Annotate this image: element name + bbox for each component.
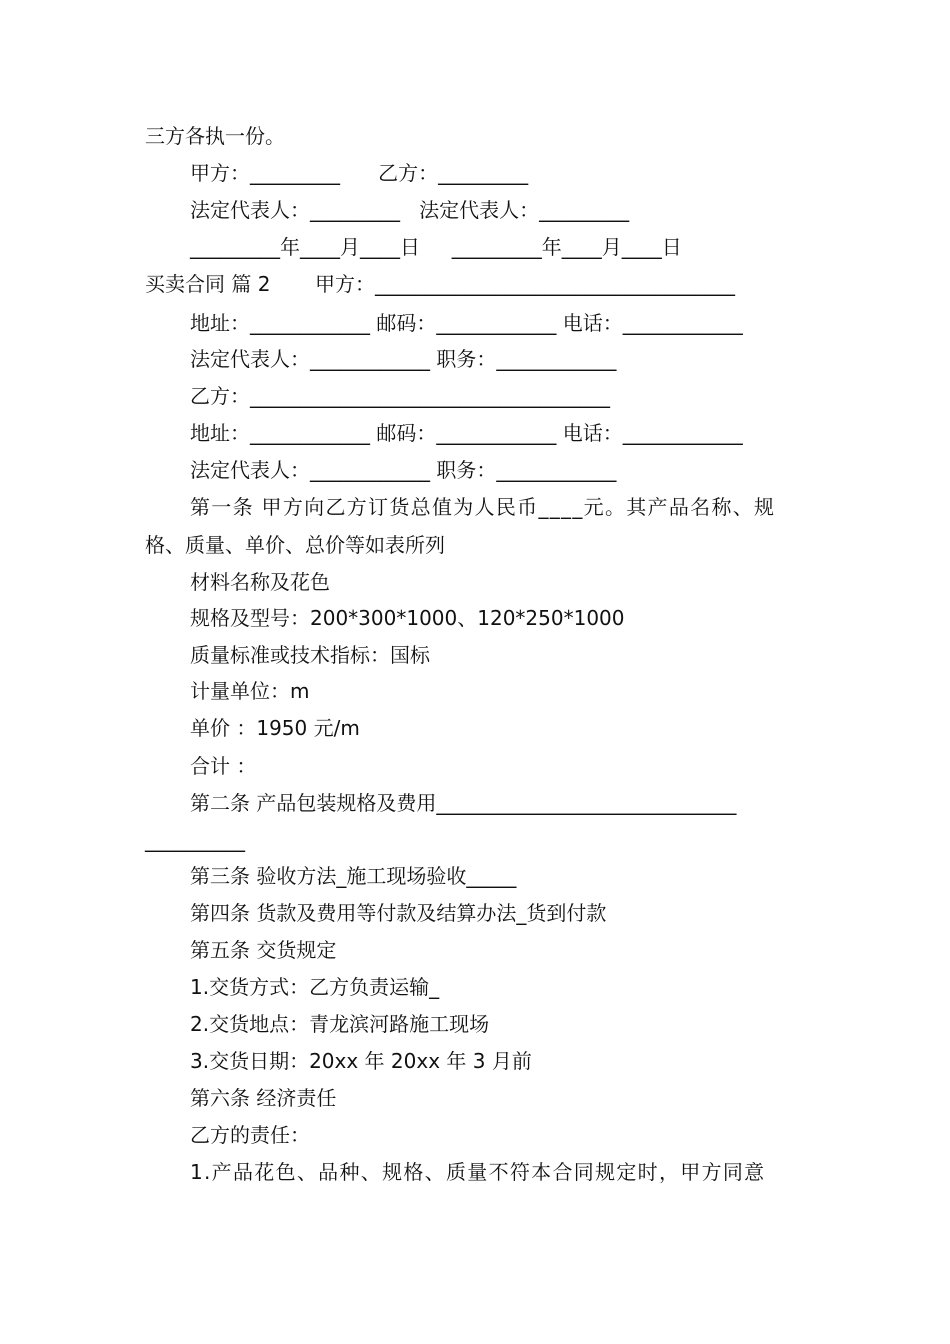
clause-1-line: 第一条 甲方向乙方订货总值为人民币____元。其产品名称、规 [190,495,776,519]
total-line: 合计 ： [190,754,257,778]
delivery-place-line: 2.交货地点：青龙滨河路施工现场 [190,1012,490,1036]
party-a-rep-line: 法定代表人：____________ 职务：____________ [190,347,617,371]
quality-standard-line: 质量标准或技术指标：国标 [190,643,430,667]
party-b-address-line: 地址：____________ 邮码：____________ 电话：____________ [190,421,743,445]
clause-1-continuation: 格、质量、单价、总价等如表所列 [145,533,445,557]
party-b-line: 乙方：____________________________________ [190,384,610,408]
spec-line: 规格及型号：200*300*1000、120*250*1000 [190,606,625,630]
section-heading-line: 买卖合同 篇 2 甲方：____________________________________ [145,272,735,296]
signature-date-line: _________年____月____日 _________年____月____日 [190,235,682,259]
clause-2-continuation: __________ [145,828,245,852]
party-a-address-line: 地址：____________ 邮码：____________ 电话：____________ [190,311,743,335]
clause-4-line: 第四条 货款及费用等付款及结算办法_货到付款 [190,901,607,925]
signature-rep-line: 法定代表人：_________ 法定代表人：_________ [190,198,630,222]
delivery-date-line: 3.交货日期：20xx 年 20xx 年 3 月前 [190,1049,532,1073]
liability-item-1-line: 1.产品花色、品种、规格、质量不符本合同规定时，甲方同意 [190,1160,766,1184]
clause-3-line: 第三条 验收方法_施工现场验收_____ [190,864,517,888]
text-line: 三方各执一份。 [145,124,285,148]
party-b-rep-line: 法定代表人：____________ 职务：____________ [190,458,617,482]
unit-price-line: 单价 ：1950 元/m [190,716,360,740]
clause-2-line: 第二条 产品包装规格及费用______________________________ [190,791,737,815]
material-name-line: 材料名称及花色 [190,570,330,594]
party-b-liability-heading: 乙方的责任： [190,1123,310,1147]
delivery-method-line: 1.交货方式：乙方负责运输_ [190,975,440,999]
clause-6-heading: 第六条 经济责任 [190,1086,337,1110]
signature-party-line: 甲方：_________ 乙方：_________ [190,161,529,185]
unit-line: 计量单位：m [190,679,310,703]
clause-5-heading: 第五条 交货规定 [190,938,337,962]
